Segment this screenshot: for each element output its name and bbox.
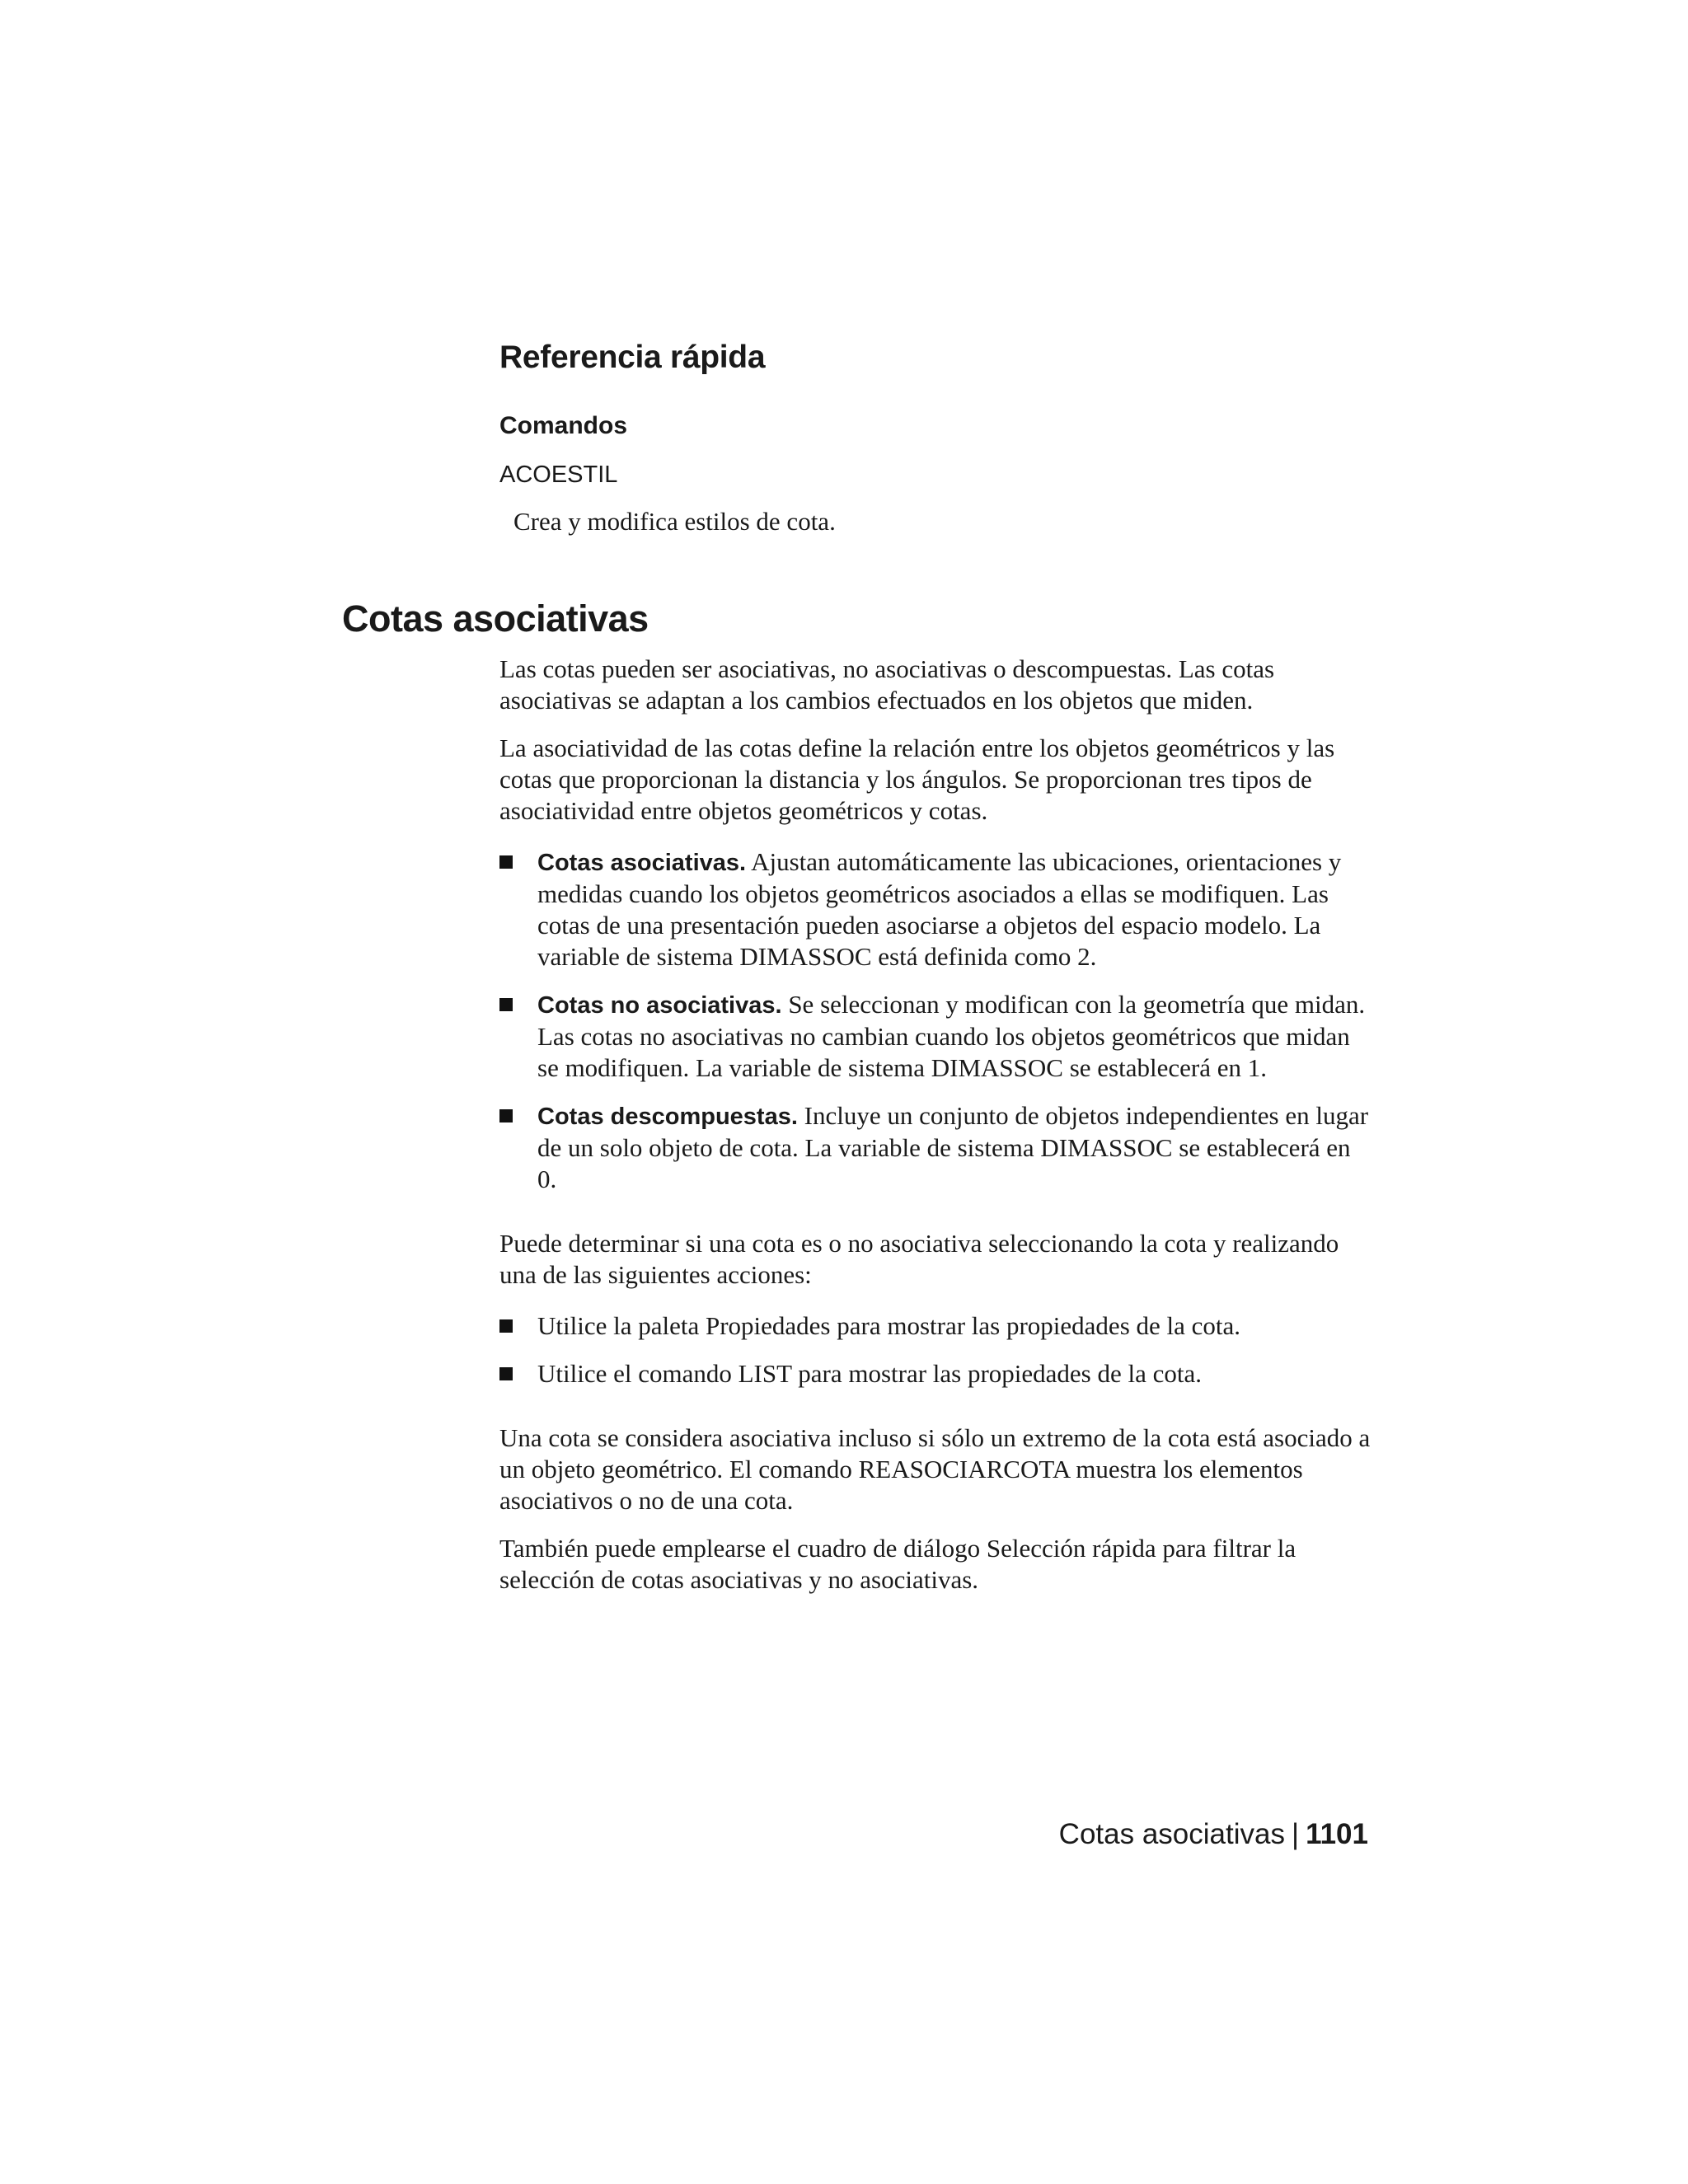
section-body <box>499 654 1373 1612</box>
list-item <box>499 989 1373 1084</box>
footer-section-name: Cotas asociativas <box>1058 1818 1285 1850</box>
list-item <box>499 1100 1373 1195</box>
square-bullet-icon <box>499 1109 513 1122</box>
square-bullet-icon <box>499 1367 513 1380</box>
bullet-term: Cotas no asociativas. <box>537 992 782 1019</box>
section-title: Cotas asociativas <box>342 598 649 640</box>
quick-reference-heading: Referencia rápida <box>499 340 766 375</box>
command-description: Crea y modifica estilos de cota. <box>513 507 836 536</box>
list-item <box>499 1358 1373 1390</box>
bullet-text: Incluye un conjunto de objetos independientes en lugar de un solo objeto de cota. La variable de sistema DIMASSOC se establecerá en 0. <box>537 1101 1369 1193</box>
bullet-term: Cotas descompuestas. <box>537 1104 798 1130</box>
bullet-text: Se seleccionan y modifican con la geometría que midan. Las cotas no asociativas no cambian cuando los objetos geométricos que midan se modifiquen. La variable de sistema DIMASSOC se establecerá en 1. <box>537 990 1366 1082</box>
intro-paragraph: Las cotas pueden ser asociativas, no asociativas o descompuestas. Las cotas asociativas se adaptan a los cambios efectuados en los objetos que miden. <box>499 654 1275 715</box>
page-number: 1101 <box>1306 1818 1368 1850</box>
bullet-term: Cotas asociativas. <box>537 850 747 876</box>
closing-paragraph: También puede emplearse el cuadro de diálogo Selección rápida para filtrar la selección de cotas asociativas y no asociativas. <box>499 1534 1296 1594</box>
square-bullet-icon <box>499 1319 513 1333</box>
closing-paragraph: Una cota se considera asociativa incluso si sólo un extremo de la cota está asociado a un objeto geométrico. El comando REASOCIARCOTA muestra los elementos asociativos o no de una cota. <box>499 1423 1371 1515</box>
bullet-text: Utilice la paleta Propiedades para mostrar las propiedades de la cota. <box>537 1311 1241 1340</box>
determine-paragraph: Puede determinar si una cota es o no asociativa seleccionando la cota y realizando una de las siguientes acciones: <box>499 1229 1339 1289</box>
page-footer <box>907 1818 1368 1851</box>
square-bullet-icon <box>499 855 513 869</box>
bullet-text: Utilice el comando LIST para mostrar las propiedades de la cota. <box>537 1359 1202 1388</box>
list-item <box>499 846 1373 972</box>
commands-subheading: Comandos <box>499 412 628 439</box>
command-name: ACOESTIL <box>499 462 618 488</box>
actions-list <box>499 1310 1373 1390</box>
list-item <box>499 1310 1373 1342</box>
association-types-list <box>499 846 1373 1195</box>
bullet-text: Ajustan automáticamente las ubicaciones, orientaciones y medidas cuando los objetos geométricos asociados a ellas se modifiquen. Las cotas de una presentación pueden asociarse a objetos del espacio modelo. La variable de sistema DIMASSOC está definida como 2. <box>537 847 1342 971</box>
square-bullet-icon <box>499 998 513 1011</box>
footer-separator: | <box>1291 1818 1300 1850</box>
intro-paragraph: La asociatividad de las cotas define la relación entre los objetos geométricos y las cotas que proporcionan la distancia y los ángulos. Se proporcionan tres tipos de asociatividad entre objetos geométricos y cotas. <box>499 733 1335 825</box>
